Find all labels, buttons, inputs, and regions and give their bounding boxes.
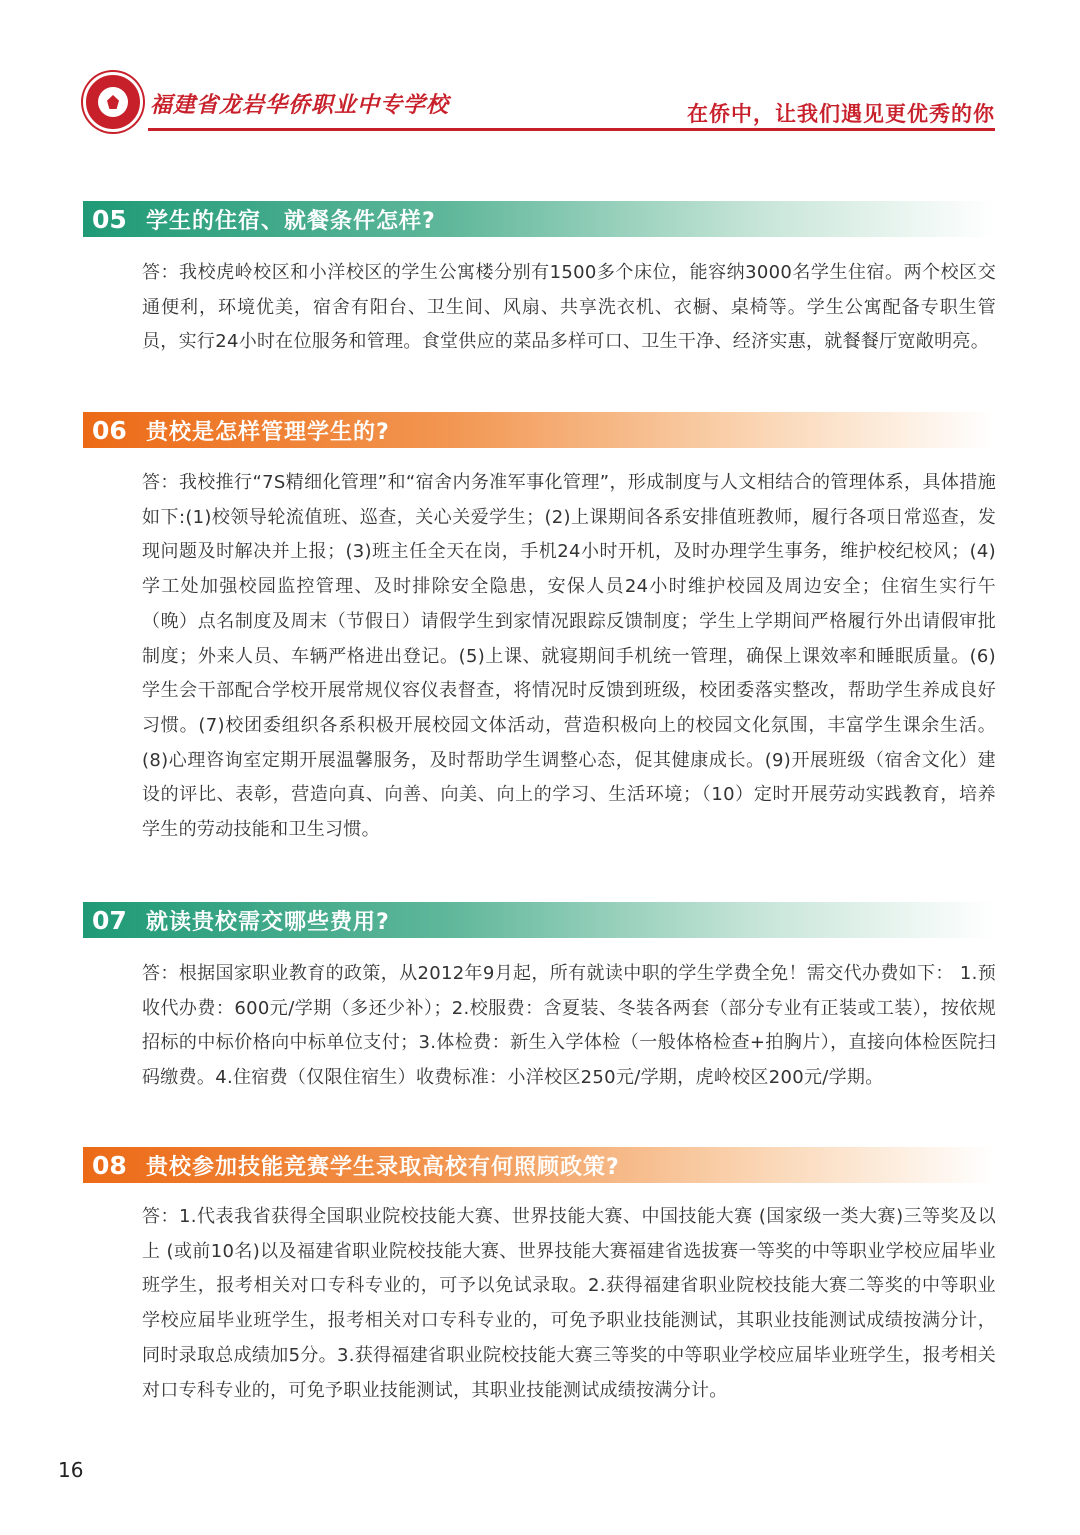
school-logo	[83, 72, 143, 132]
section-title: 学生的住宿、就餐条件怎样?	[146, 208, 436, 234]
logo-emblem	[98, 87, 128, 117]
section-06-answer: 答：我校推行“7S精细化管理”和“宿舍内务准军事化管理”，形成制度与人文相结合的管理体系，具体措施如下:(1)校领导轮流值班、巡查，关心关爱学生；(2)上课期间各系安排值班教师，履行各项日常巡查，发现问题及时解决并上报；(3)班主任全天在岗，手机24小时开机，及时办理学生事务，维护校纪校风；(4)学工处加强校园监控管理、及时排除安全隐患，安保人员24小时维护校园及周边安全；住宿生实行午（晚）点名制度及周末（节假日）请假学生到家情况跟踪反馈制度；学生上学期间严格履行外出请假审批制度；外来人员、车辆严格进出登记。(5)上课、就寝期间手机统一管理，确保上课效率和睡眠质量。(6)学生会干部配合学校开展常规仪容仪表督查，将情况时反馈到班级，校团委落实整改，帮助学生养成良好习惯。(7)校团委组织各系积极开展校园文体活动，营造积极向上的校园文化氛围，丰富学生课余生活。(8)心理咨询室定期开展温馨服务，及时帮助学生调整心态，促其健康成长。(9)开展班级（宿舍文化）建设的评比、表彰，营造向真、向善、向美、向上的学习、生活环境；（10）定时开展劳动实践教育，培养学生的劳动技能和卫生习惯。	[142, 472, 996, 841]
section-number: 08	[92, 1150, 127, 1180]
section-05-answer: 答：我校虎岭校区和小洋校区的学生公寓楼分别有1500多个床位，能容纳3000名学生住宿。两个校区交通便利，环境优美，宿舍有阳台、卫生间、风扇、共享洗衣机、衣橱、桌椅等。学生公寓配备专职生管员，实行24小时在位服务和管理。食堂供应的菜品多样可口、卫生干净、经济实惠，就餐餐厅宽敞明亮。	[142, 262, 996, 353]
section-title: 贵校是怎样管理学生的?	[146, 419, 390, 445]
section-07-heading	[83, 902, 995, 938]
header-divider	[148, 128, 995, 131]
page-number: 16	[58, 1458, 84, 1482]
section-06-heading	[83, 412, 995, 448]
section-08-heading	[83, 1147, 995, 1183]
section-08-answer: 答：1.代表我省获得全国职业院校技能大赛、世界技能大赛、中国技能大赛 (国家级一类大赛)三等奖及以上 (或前10名)以及福建省职业院校技能大赛、世界技能大赛福建省选拔赛一等奖的中等职业学校应届毕业班学生，报考相关对口专科专业的，可予以免试录取。2.获得福建省职业院校技能大赛二等奖的中等职业学校应届毕业班学生，报考相关对口专科专业的，可免予职业技能测试，其职业技能测试成绩按满分计，同时录取总成绩加5分。3.获得福建省职业院校技能大赛三等奖的中等职业学校应届毕业班学生，报考相关对口专科专业的，可免予职业技能测试，其职业技能测试成绩按满分计。	[142, 1206, 996, 1401]
section-title: 就读贵校需交哪些费用?	[146, 909, 390, 935]
section-title: 贵校参加技能竞赛学生录取高校有何照顾政策?	[146, 1154, 620, 1180]
section-number: 07	[92, 905, 127, 935]
school-name: 福建省龙岩华侨职业中专学校	[150, 92, 450, 118]
section-05-heading	[83, 201, 995, 237]
header-slogan: 在侨中，让我们遇见更优秀的你	[687, 102, 995, 126]
section-number: 05	[92, 204, 127, 234]
section-07-answer: 答：根据国家职业教育的政策，从2012年9月起，所有就读中职的学生学费全免！需交代办费如下： 1.预收代办费：600元/学期（多还少补）；2.校服费：含夏装、冬装各两套（部分专业有正装或工装），按依规招标的中标价格向中标单位支付；3.体检费：新生入学体检（一般体格检查+拍胸片），直接向体检医院扫码缴费。4.住宿费（仅限住宿生）收费标准：小洋校区250元/学期，虎岭校区200元/学期。	[142, 963, 996, 1089]
section-number: 06	[92, 415, 127, 445]
